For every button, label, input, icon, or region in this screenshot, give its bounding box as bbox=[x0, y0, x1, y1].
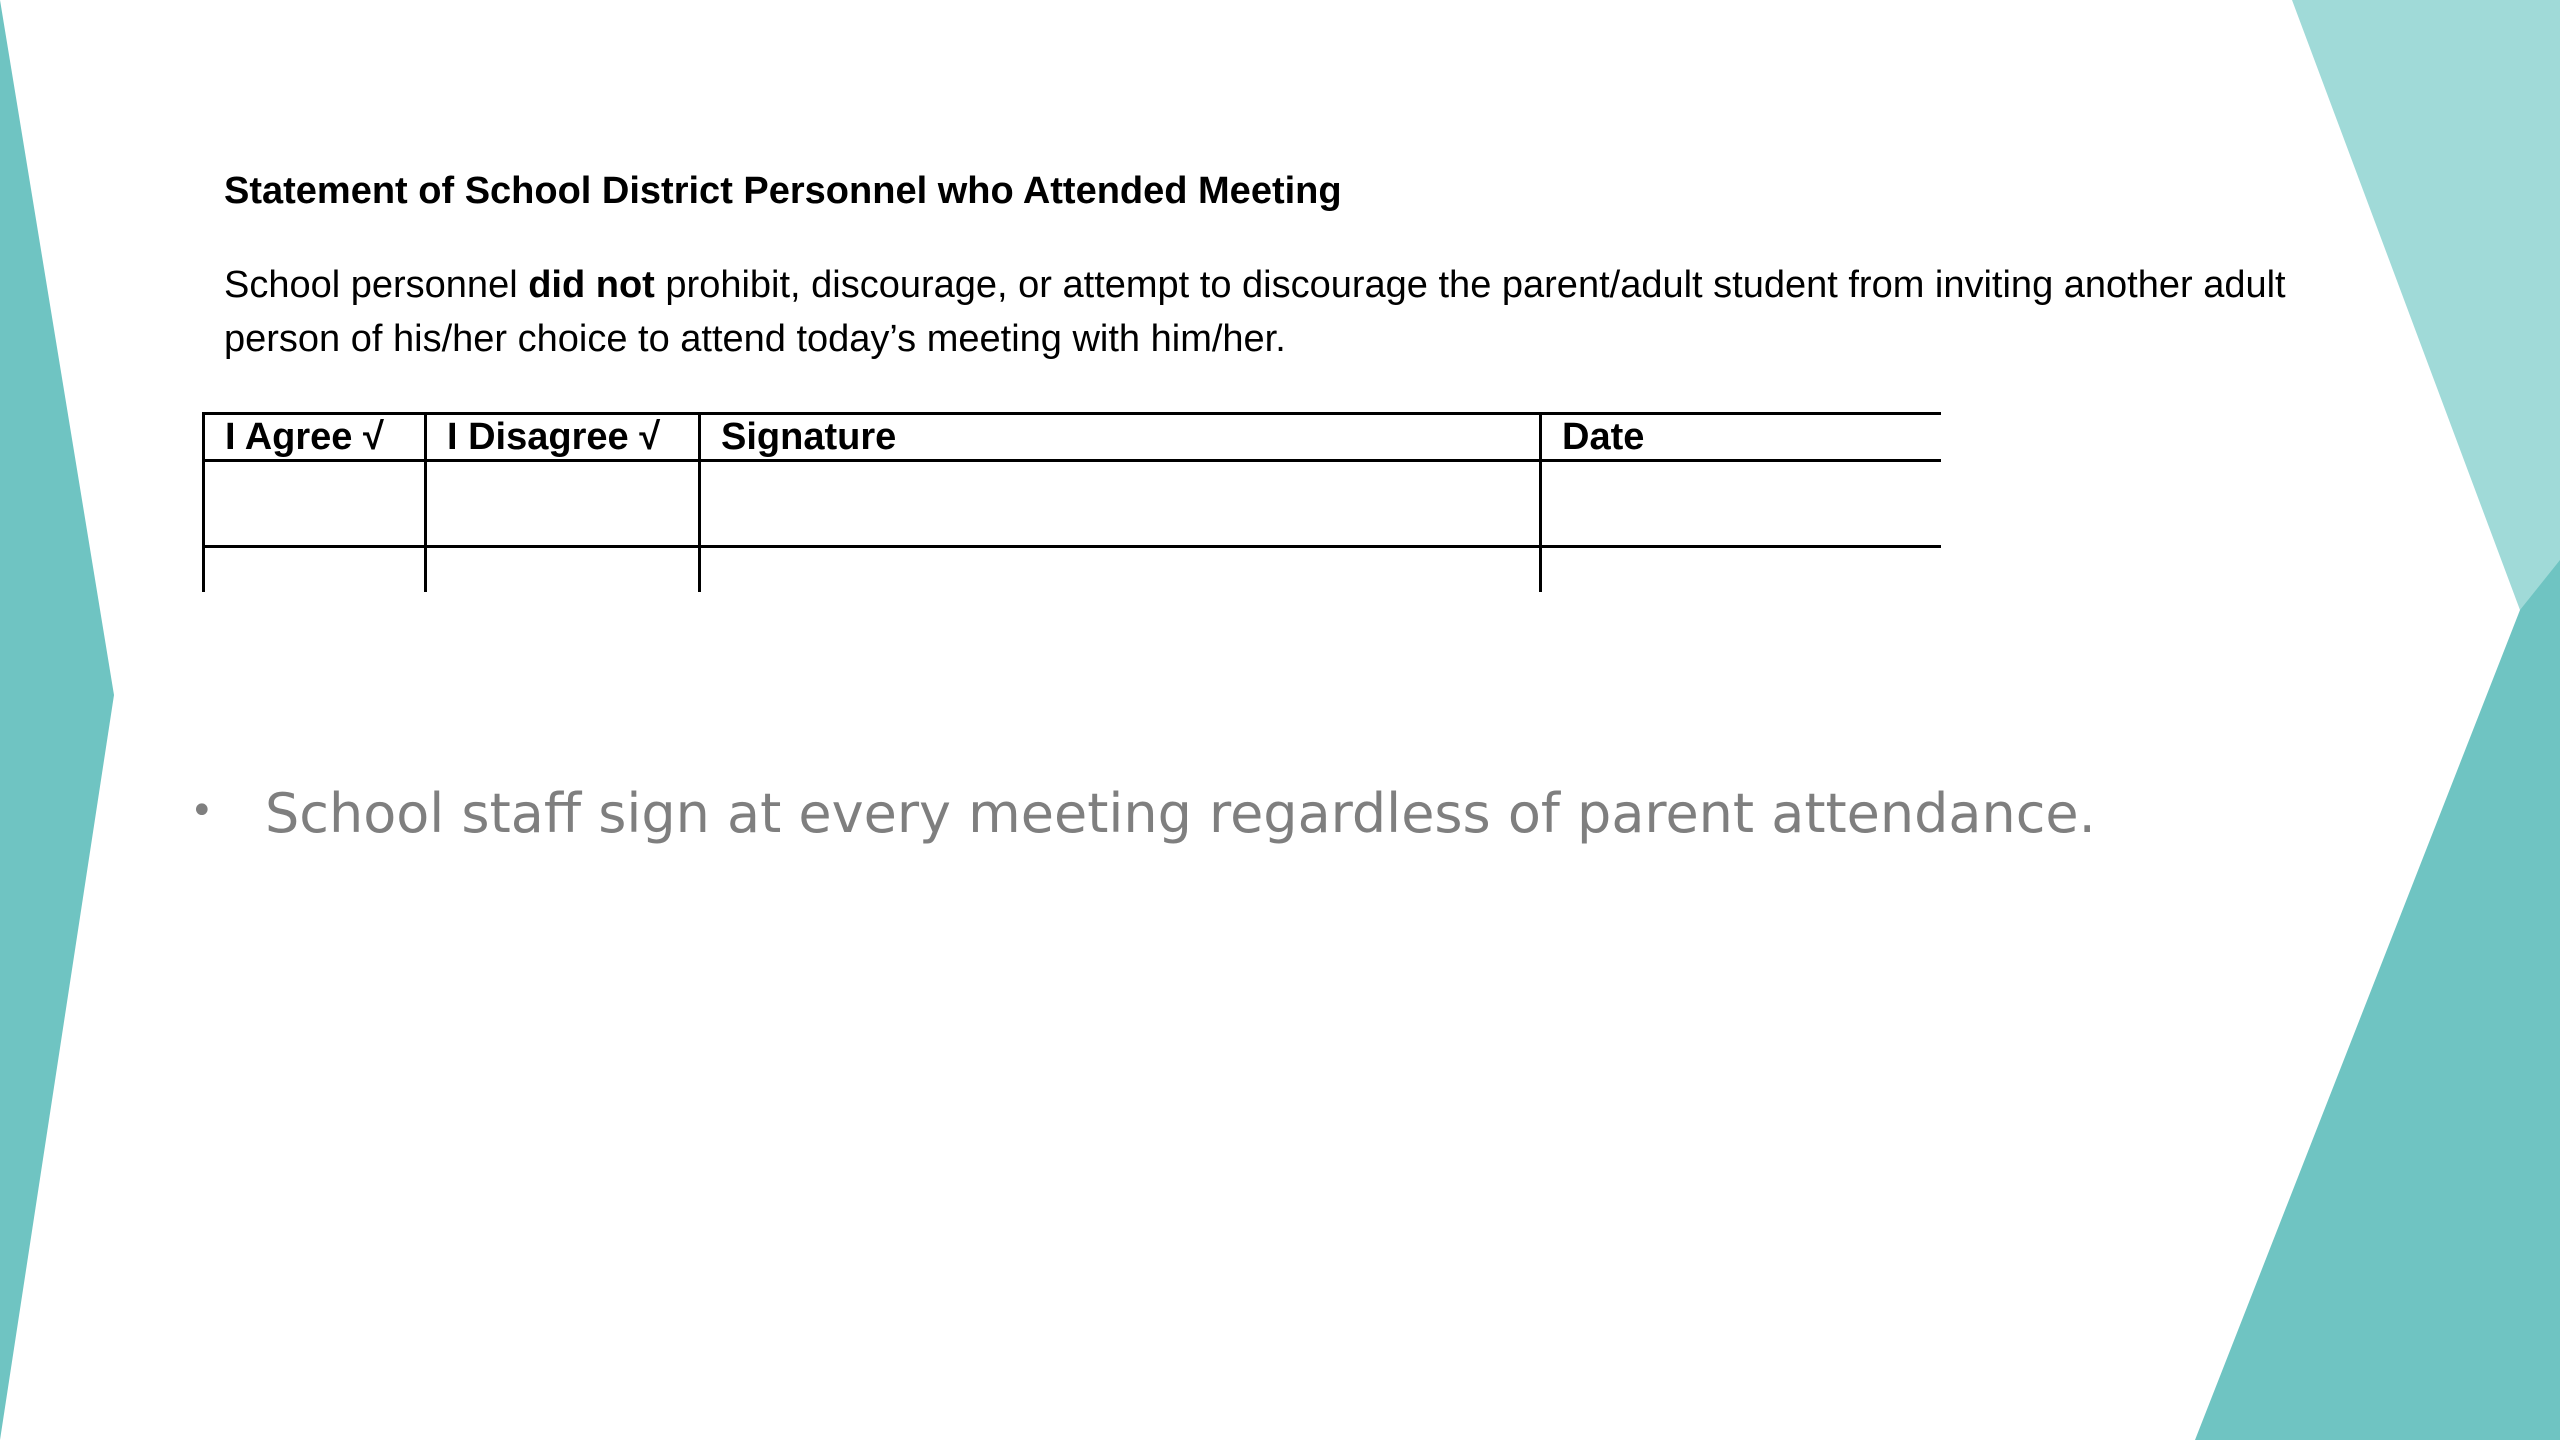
header-date: Date bbox=[1541, 414, 1942, 461]
table-row bbox=[204, 461, 1942, 547]
table-cell bbox=[204, 547, 426, 593]
paragraph-text-start: School personnel bbox=[224, 264, 529, 306]
table-header-row bbox=[204, 414, 1942, 461]
header-i-agree: I Agree √ bbox=[204, 414, 426, 461]
table-cell bbox=[1541, 547, 1942, 593]
paragraph-bold-text: did not bbox=[528, 264, 655, 306]
table-cell bbox=[1541, 461, 1942, 547]
table-row bbox=[204, 547, 1942, 593]
document-excerpt bbox=[195, 150, 2345, 590]
table-cell bbox=[426, 547, 700, 593]
left-teal-shape bbox=[0, 0, 114, 1440]
bullet-item bbox=[190, 782, 2096, 845]
table-cell bbox=[204, 461, 426, 547]
header-signature: Signature bbox=[700, 414, 1541, 461]
table-cell bbox=[700, 461, 1541, 547]
header-i-disagree: I Disagree √ bbox=[426, 414, 700, 461]
right-bottom-teal-shape bbox=[2195, 560, 2560, 1440]
bullet-marker: • bbox=[190, 788, 214, 835]
table-cell bbox=[700, 547, 1541, 593]
signature-table bbox=[202, 412, 1941, 592]
paragraph-text-end: prohibit, discourage, or attempt to discourage the parent/adult student from inviting another adult person of his/her choice to attend today’s meeting with him/her. bbox=[224, 264, 2286, 360]
table-cell bbox=[426, 461, 700, 547]
document-paragraph bbox=[224, 258, 2334, 366]
bullet-text: School staff sign at every meeting regardless of parent attendance. bbox=[265, 782, 2096, 845]
document-title: Statement of School District Personnel who Attended Meeting bbox=[224, 170, 1342, 212]
